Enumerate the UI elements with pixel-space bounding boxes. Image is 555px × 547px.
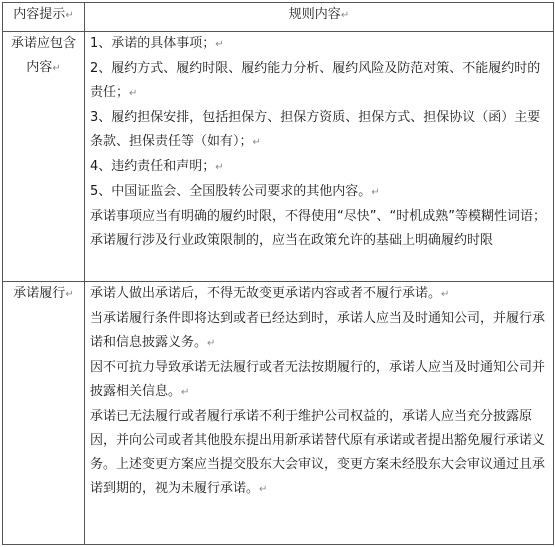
rules-table — [2, 2, 554, 545]
label-commitment-content: 承诺应包含内容↵ — [3, 32, 85, 282]
paragraph-mark-icon: ↵ — [371, 187, 380, 198]
paragraph-mark-icon: ↵ — [181, 387, 190, 398]
row-commitment-fulfillment — [3, 282, 554, 545]
list-item: 因不可抗力导致承诺无法履行或者无法按期履行的，承诺人应当及时通知公司并披露相关信息。↵ — [90, 360, 546, 399]
header-content-hint: 内容提示↵ — [3, 3, 85, 32]
paragraph-mark-icon: ↵ — [441, 289, 450, 300]
content-commitment-items — [85, 32, 554, 282]
list-item: 2、履约方式、履约时限、履约能力分析、履约风险及防范对策、不能履约时的责任；↵ — [90, 61, 541, 100]
content-fulfillment-items — [85, 282, 554, 545]
paragraph-mark-icon: ↵ — [215, 162, 224, 173]
list-item: 1、承诺的具体事项；↵ — [90, 36, 224, 51]
row-commitment-content — [3, 32, 554, 282]
header-row — [3, 3, 554, 32]
paragraph-mark-icon: ↵ — [65, 289, 74, 300]
paragraph-mark-icon: ↵ — [252, 137, 261, 148]
paragraph-mark-icon: ↵ — [65, 10, 74, 21]
paragraph-mark-icon: ↵ — [215, 39, 224, 50]
list-item: 4、违约责任和声明；↵ — [90, 159, 224, 174]
header-rule-content: 规则内容↵ — [85, 3, 554, 32]
list-item: 承诺已无法履行或者履行承诺不利于维护公司权益的，承诺人应当充分披露原因，并向公司或者其他股东提出用新承诺替代原有承诺或者提出豁免履行承诺义务。上述变更方案应当提交股东大会审议，变更方案未经股东大会审议通过且承诺到期的，视为未履行承诺。↵ — [90, 409, 546, 496]
list-item: 承诺事项应当有明确的履约时限，不得使用“尽快”、“时机成熟”等模糊性词语；承诺履行涉及行业政策限制的，应当在政策允许的基础上明确履约时限 — [90, 209, 546, 248]
paragraph-mark-icon: ↵ — [207, 338, 216, 349]
list-item: 3、履约担保安排，包括担保方、担保方资质、担保方式、担保协议（函）主要条款、担保责任等（如有）；↵ — [90, 110, 541, 149]
paragraph-mark-icon: ↵ — [129, 88, 138, 99]
paragraph-mark-icon: ↵ — [259, 484, 268, 495]
label-commitment-fulfillment: 承诺履行↵ — [3, 282, 85, 545]
list-item: 承诺人做出承诺后，不得无故变更承诺内容或者不履行承诺。↵ — [90, 286, 450, 301]
list-item: 5、中国证监会、全国股转公司要求的其他内容。↵ — [90, 184, 380, 199]
paragraph-mark-icon: ↵ — [52, 63, 61, 74]
paragraph-mark-icon: ↵ — [340, 10, 350, 21]
list-item: 当承诺履行条件即将达到或者已经达到时，承诺人应当及时通知公司，并履行承诺和信息披露义务。↵ — [90, 311, 546, 350]
